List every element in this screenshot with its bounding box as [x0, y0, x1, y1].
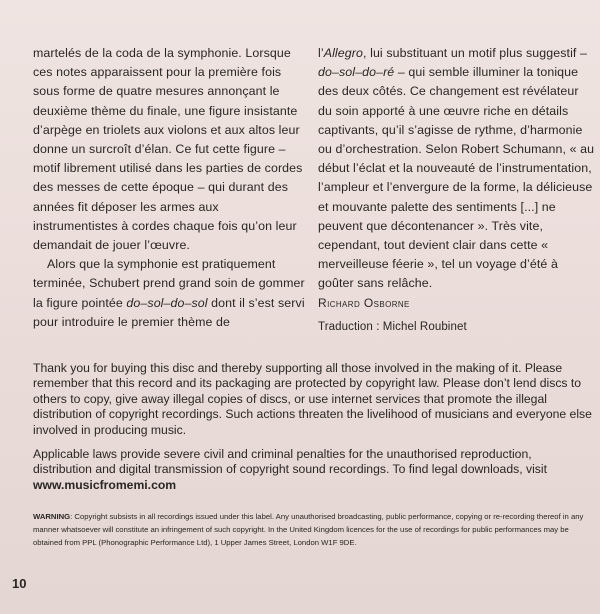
warning-text: : Copyright subsists in all recordings issued under this label. Any unauthorised broadcasting, public performance, copying or re-recording thereof in any manner whatsoever will constitute an infringement of such copyright. In the United Kingdom licences for the use of recordings for public performances may be obtained from PPL (Phonographic Performance Ltd), 1 Upper James Street, London W1F 9DE. — [33, 512, 584, 547]
copyright-paragraph-1: Thank you for buying this disc and thereby supporting all those involved in the making of it. Please remember that this record and its packaging are protected by copyright law. Please don’t lend discs to others to copy, give away illegal copies of discs, or use internet services that promote the illegal distribution of copyright recordings. Such actions threaten the livelihood of musicians and everyone else involved in producing music. — [33, 361, 592, 437]
author-name: Richard Osborne — [318, 295, 410, 310]
warning-label: WARNING — [33, 512, 71, 521]
right-paragraph-1-part-c: – qui semble illuminer la tonique des deux côtés. Ce changement est révélateur du soin apporté à une œuvre riche en détails captivants, qu’il s’agisse de rythme, d’harmonie ou d’orchestration. Selon Robert Schumann, « au début l’éclat et la nouveauté de l’instrumentation, l’ampleur et l’envergure de la forme, la délicieuse et mouvante palette des sentiments [...] ne peuvent que décontenancer ». Très vite, cependant, tout devient clair dans cette « merveilleuse féerie », tel un voyage d’été à goûter sans relâche. — [318, 65, 595, 291]
right-paragraph-1 — [318, 44, 596, 294]
copyright-notice — [33, 361, 593, 493]
left-paragraph-2-end: dont il s’est servi pour introduire le premier thème de — [33, 295, 305, 329]
right-paragraph-1-part-a: l’ — [318, 46, 324, 60]
left-paragraph-1: martelés de la coda de la symphonie. Lorsque ces notes apparaissent pour la première fois sous forme de quatre mesures annonçant le deuxième thème du finale, une figure insistante d’arpège en triolets aux violons et aux altos leur donne un surcroît d’élan. Ce fut cette figure – motif librement utilisé dans les parties de cordes des messes de cette époque – qui durant des années fit déposer les armes aux instrumentistes à cordes chaque fois qu’on leur demandait de jouer l’œuvre. — [33, 46, 303, 253]
legal-downloads-url[interactable]: www.musicfromemi.com — [33, 477, 177, 492]
allegro-term: Allegro — [323, 46, 363, 60]
page-number: 10 — [12, 576, 27, 591]
translation-credit: Traduction : Michel Roubinet — [318, 320, 467, 333]
right-paragraph-1-part-b: , lui substituant un motif plus suggestif – — [363, 46, 588, 60]
motif-dosol: do–sol–do–sol — [126, 295, 208, 310]
motif-dosolre: do–sol–do–ré — [318, 65, 395, 80]
copyright-paragraph-2 — [33, 447, 593, 493]
left-paragraph-2 — [33, 255, 305, 332]
warning-notice — [33, 510, 589, 549]
left-paragraph-2-start: Alors que la symphonie est pratiquement terminée, Schubert prend grand soin de gommer la figure pointée — [33, 257, 305, 310]
right-text-column — [318, 44, 596, 337]
left-text-column — [33, 44, 305, 332]
copyright-paragraph-2-text: Applicable laws provide severe civil and criminal penalties for the unauthorised reproduction, distribution and digital transmission of copyright sound recordings. To find legal downloads, visit — [33, 447, 547, 477]
